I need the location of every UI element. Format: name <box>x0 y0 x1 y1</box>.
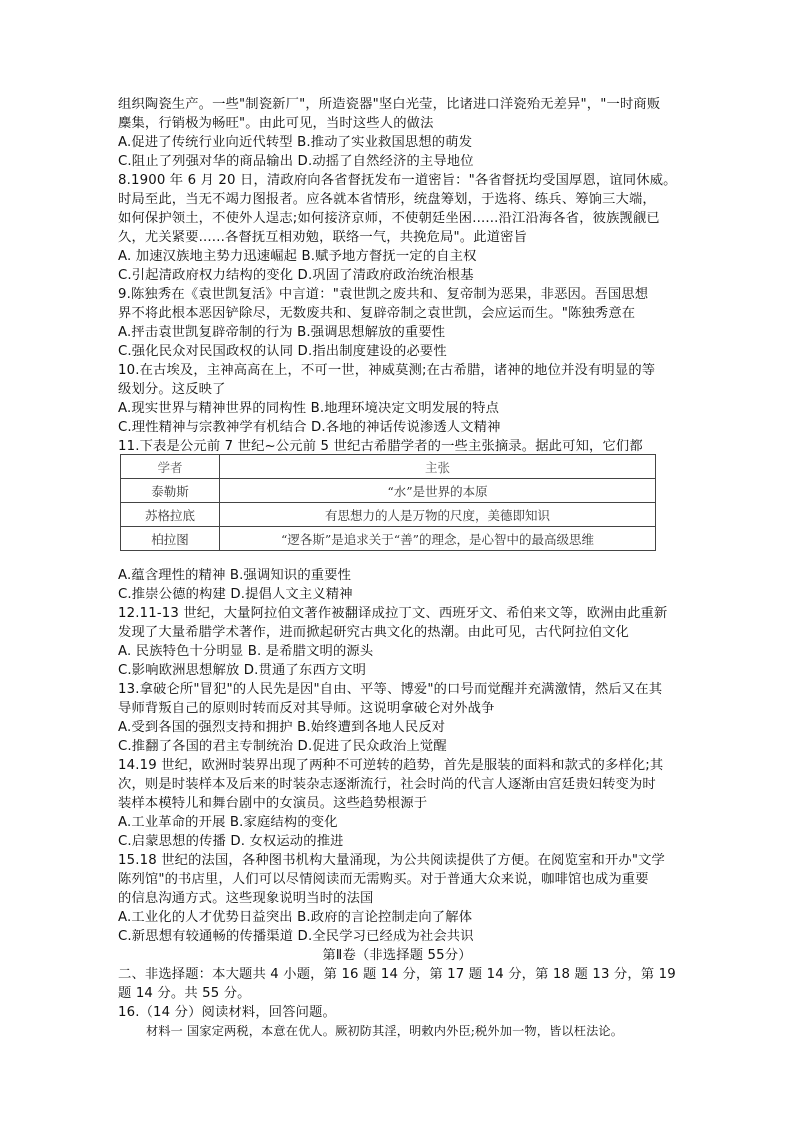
question-9: 9.陈独秀在《袁世凯复活》中言道："袁世凯之废共和、复帝制为恶果，非恶因。吾国思想 <box>118 287 649 302</box>
option-line: C.理性精神与宗教神学有机结合 D.各地的神话传说渗透人文精神 <box>118 420 501 435</box>
text-line: 次，则是时装样本及后来的时装杂志逐渐流行，社会时尚的代言人逐渐由宫廷贵妇转变为时 <box>118 777 656 792</box>
option-line: A.蕴含理性的精神 B.强调知识的重要性 <box>118 568 352 583</box>
section-title: 第Ⅱ卷（非选择题 55分） <box>322 948 472 963</box>
question-13: 13.拿破仑所"冒犯"的人民先是因"自由、平等、博爱"的口号而觉醒并充满激情，然后又在其 <box>118 682 663 697</box>
text-line: 麇集，行销极为畅旺"。由此可见，当时这些人的做法 <box>118 116 434 131</box>
table-header-row <box>121 455 656 479</box>
table-row <box>121 527 656 551</box>
table-row <box>121 503 656 527</box>
text-line: 久，尤关紧要......各督抚互相劝勉，联络一气，共挽危局"。此道密旨 <box>118 230 528 245</box>
question-15: 15.18 世纪的法国，各种图书机构大量涌现，为公共阅读提供了方便。在阅览室和开办"文学 <box>118 853 665 868</box>
option-line: A. 加速汉族地主势力迅速崛起 B.赋予地方督抚一定的自主权 <box>118 249 477 264</box>
section-instructions: 二、非选择题：本大题共 4 小题，第 16 题 14 分，第 17 题 14 分，第 18 题 13 分，第 19 <box>118 967 676 982</box>
table-cell-claim: “水”是世界的本原 <box>220 479 656 503</box>
option-line: C.影响欧洲思想解放 D.贯通了东西方文明 <box>118 663 367 678</box>
text-line: 装样本模特儿和舞台剧中的女演员。这些趋势根源于 <box>118 796 428 811</box>
table-row <box>121 479 656 503</box>
table-cell-scholar: 苏格拉底 <box>121 503 220 527</box>
table-cell-scholar: 柏拉图 <box>121 527 220 551</box>
text-line: 题 14 分。共 55 分。 <box>118 986 251 1001</box>
table-cell-scholar: 泰勒斯 <box>121 479 220 503</box>
option-line: A.工业化的人才优势日益突出 B.政府的言论控制走向了解体 <box>118 910 473 925</box>
question-10: 10.在古埃及，主神高高在上，不可一世，神威莫测;在古希腊，诸神的地位并没有明显的等 <box>118 363 656 378</box>
question-8: 8.1900 年 6 月 20 日，清政府向各省督抚发布一道密旨："各省督抚均受国厚恩，谊同休威。 <box>118 173 677 188</box>
table-header-cell: 学者 <box>121 455 220 479</box>
option-line: C.推崇公德的构建 D.提倡人文主义精神 <box>118 587 353 602</box>
table-cell-claim: 有思想力的人是万物的尺度，美德即知识 <box>220 503 656 527</box>
text-line: 时局至此，当无不竭力图报者。应各就本省情形，统盘筹划，于选将、练兵、筹饷三大端， <box>118 192 656 207</box>
material-one: 材料一 国家定两税，本意在优人。厥初防其淫，明敕内外臣;税外加一物，皆以枉法论。 <box>146 1024 624 1038</box>
text-line: 发现了大量希腊学术著作，进而掀起研究古典文化的热潮。由此可见，古代阿拉伯文化 <box>118 625 629 640</box>
question-12: 12.11-13 世纪，大量阿拉伯文著作被翻译成拉丁文、西班牙文、希伯来文等，欧洲由此重新 <box>118 606 668 621</box>
option-line: C.引起清政府权力结构的变化 D.巩固了清政府政治统治根基 <box>118 268 474 283</box>
option-line: A.促进了传统行业向近代转型 B.推动了实业救国思想的萌发 <box>118 135 473 150</box>
option-line: A.工业革命的开展 B.家庭结构的变化 <box>118 815 338 830</box>
option-line: C.阻止了列强对华的商品输出 D.动摇了自然经济的主导地位 <box>118 154 474 169</box>
question-16: 16.（14 分）阅读材料，回答问题。 <box>118 1005 337 1020</box>
scholars-table <box>120 454 656 551</box>
option-line: C.启蒙思想的传播 D. 女权运动的推进 <box>118 834 344 849</box>
text-line: 陈列馆"的书店里，人们可以尽情阅读而无需购买。对于普通大众来说，咖啡馆也成为重要 <box>118 872 649 887</box>
table-header-cell: 主张 <box>220 455 656 479</box>
table-cell-claim: “逻各斯”是追求关于“善”的理念，是心智中的最高级思维 <box>220 527 656 551</box>
text-line: 如何保护领土，不使外人逞志;如何接济京师，不使朝廷坐困......沿江沿海各省，彼族觊觎已 <box>118 211 660 226</box>
option-line: C.强化民众对民国政权的认同 D.指出制度建设的必要性 <box>118 344 447 359</box>
text-line: 组织陶瓷生产。一些"制瓷新厂"，所造瓷器"坚白光莹，比诸进口洋瓷殆无差异"，"一时商贩 <box>118 97 661 112</box>
text-line: 级划分。这反映了 <box>118 382 226 397</box>
option-line: C.新思想有较通畅的传播渠道 D.全民学习已经成为社会共识 <box>118 929 474 944</box>
option-line: A.现实世界与精神世界的同构性 B.地理环境决定文明发展的特点 <box>118 401 500 416</box>
question-14: 14.19 世纪，欧洲时装界出现了两种不可逆转的趋势，首先是服装的面料和款式的多样化;其 <box>118 758 664 773</box>
text-line: 导师背叛自己的原则时转而反对其导师。这说明拿破仑对外战争 <box>118 701 495 716</box>
text-line: 的信息沟通方式。这些现象说明当时的法国 <box>118 891 374 906</box>
text-line: 界不将此根本恶因铲除尽，无数废共和、复辟帝制之袁世凯，会应运而生。"陈独秀意在 <box>118 306 636 321</box>
option-line: A. 民族特色十分明显 B. 是希腊文明的源头 <box>118 644 374 659</box>
option-line: A.抨击袁世凯复辟帝制的行为 B.强调思想解放的重要性 <box>118 325 446 340</box>
question-11: 11.下表是公元前 7 世纪~公元前 5 世纪古希腊学者的一些主张摘录。据此可知，它们都 <box>118 439 643 454</box>
option-line: A.受到各国的强烈支持和拥护 B.始终遭到各地人民反对 <box>118 720 446 735</box>
option-line: C.推翻了各国的君主专制统治 D.促进了民众政治上觉醒 <box>118 739 447 754</box>
